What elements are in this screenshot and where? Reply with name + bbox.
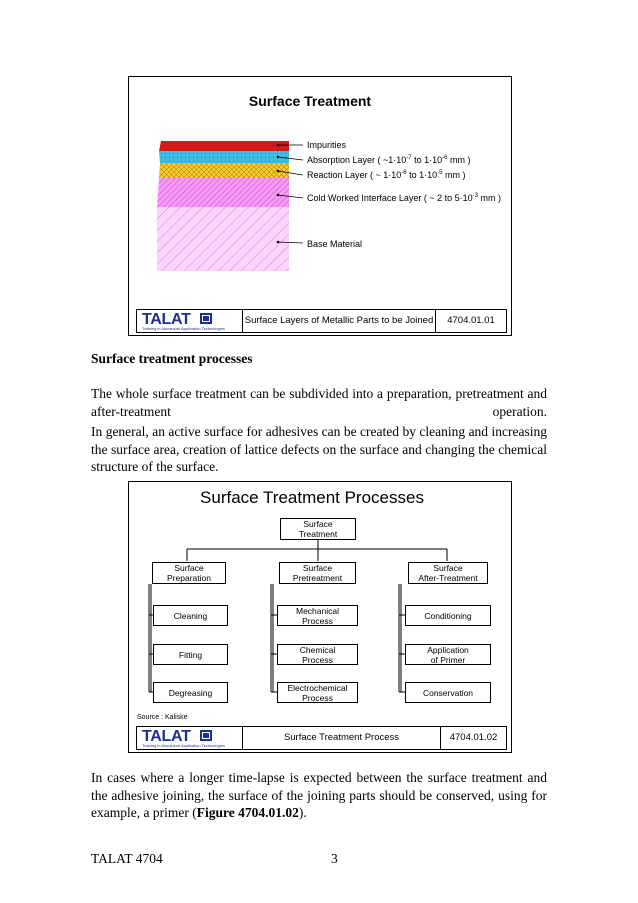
figure-surface-layers	[128, 76, 512, 336]
paragraph-3-text: In cases where a longer time-lapse is expected between the surface treatment and the adhesive joining, the surface of the joining parts should be conserved, using for example, a primer (	[91, 770, 547, 821]
node-application-of-primer: Application of Primer	[405, 644, 491, 665]
paragraph-2: In general, an active surface for adhesives can be created by cleaning and increasing the surface area, creation of lattice defects on the surface and changing the chemical structure of the surface.	[91, 424, 547, 475]
cold-worked-layer	[157, 178, 289, 207]
node-chemical-process: Chemical Process	[277, 644, 358, 665]
reaction-layer	[159, 163, 289, 178]
node-conservation: Conservation	[405, 682, 491, 703]
figure2-source: Source : Kaliske	[137, 714, 188, 721]
figure-surface-treatment-processes	[128, 481, 512, 753]
node-surface-preparation: Surface Preparation	[152, 562, 226, 584]
talat-logo: TALAT Training in Aluminium Application Technologies	[137, 310, 243, 332]
figure1-title: Surface Treatment	[248, 93, 372, 109]
node-cleaning: Cleaning	[153, 605, 228, 626]
figure2-code: 4704.01.02	[440, 727, 506, 749]
absorption-layer	[159, 151, 289, 163]
figure-reference: Figure 4704.01.02	[196, 805, 299, 821]
base-material-layer	[157, 207, 289, 271]
figure2-caption: Surface Treatment Process	[283, 732, 400, 743]
node-surface-after-treatment: Surface After-Treatment	[408, 562, 488, 584]
node-conditioning: Conditioning	[405, 605, 491, 626]
figure1-footer	[136, 309, 507, 333]
section-heading: Surface treatment processes	[91, 351, 253, 366]
paragraph-3	[91, 769, 547, 822]
paragraph-1: The whole surface treatment can be subdivided into a preparation, pretreatment and after-treatment operation.	[91, 386, 547, 419]
node-surface-pretreatment: Surface Pretreatment	[279, 562, 356, 584]
label-absorption: Absorption Layer ( $\sim 1\cdot 10^{-7}$ to $1\cdot 10^{-6}$ mm )	[307, 155, 471, 165]
paragraph-3-end: ).	[298, 805, 307, 821]
page-number: 3	[331, 851, 338, 866]
impurities-layer	[159, 141, 289, 151]
figure2-footer	[136, 726, 507, 750]
talat-logo-square-icon	[200, 730, 212, 741]
label-base-material: Base Material	[307, 239, 363, 249]
node-mechanical-process: Mechanical Process	[277, 605, 358, 626]
figure2-title: Surface Treatment Processes	[200, 488, 424, 507]
talat-logo-square-icon	[200, 313, 212, 324]
page-footer-left: TALAT 4704	[91, 851, 163, 866]
layer-diagram	[129, 77, 511, 335]
label-cold-worked: Cold Worked Interface Layer ( ~ 2 to $5\cdot 10^{-3}$ mm )	[307, 193, 502, 203]
node-fitting: Fitting	[153, 644, 228, 665]
label-impurities: Impurities	[307, 140, 347, 150]
figure1-caption: Surface Layers of Metallic Parts to be Joined	[244, 315, 434, 326]
talat-logo: TALAT Training in Aluminium Application Technologies	[137, 727, 243, 749]
node-degreasing: Degreasing	[153, 682, 228, 703]
node-surface-treatment: Surface Treatment	[280, 518, 356, 540]
label-reaction: Reaction Layer ( ~ $1\cdot 10^{-6}$ to $1\cdot 10^{-5}$ mm )	[307, 170, 466, 180]
figure1-code: 4704.01.01	[435, 310, 506, 332]
node-electrochemical-process: Electrochemical Process	[277, 682, 358, 703]
